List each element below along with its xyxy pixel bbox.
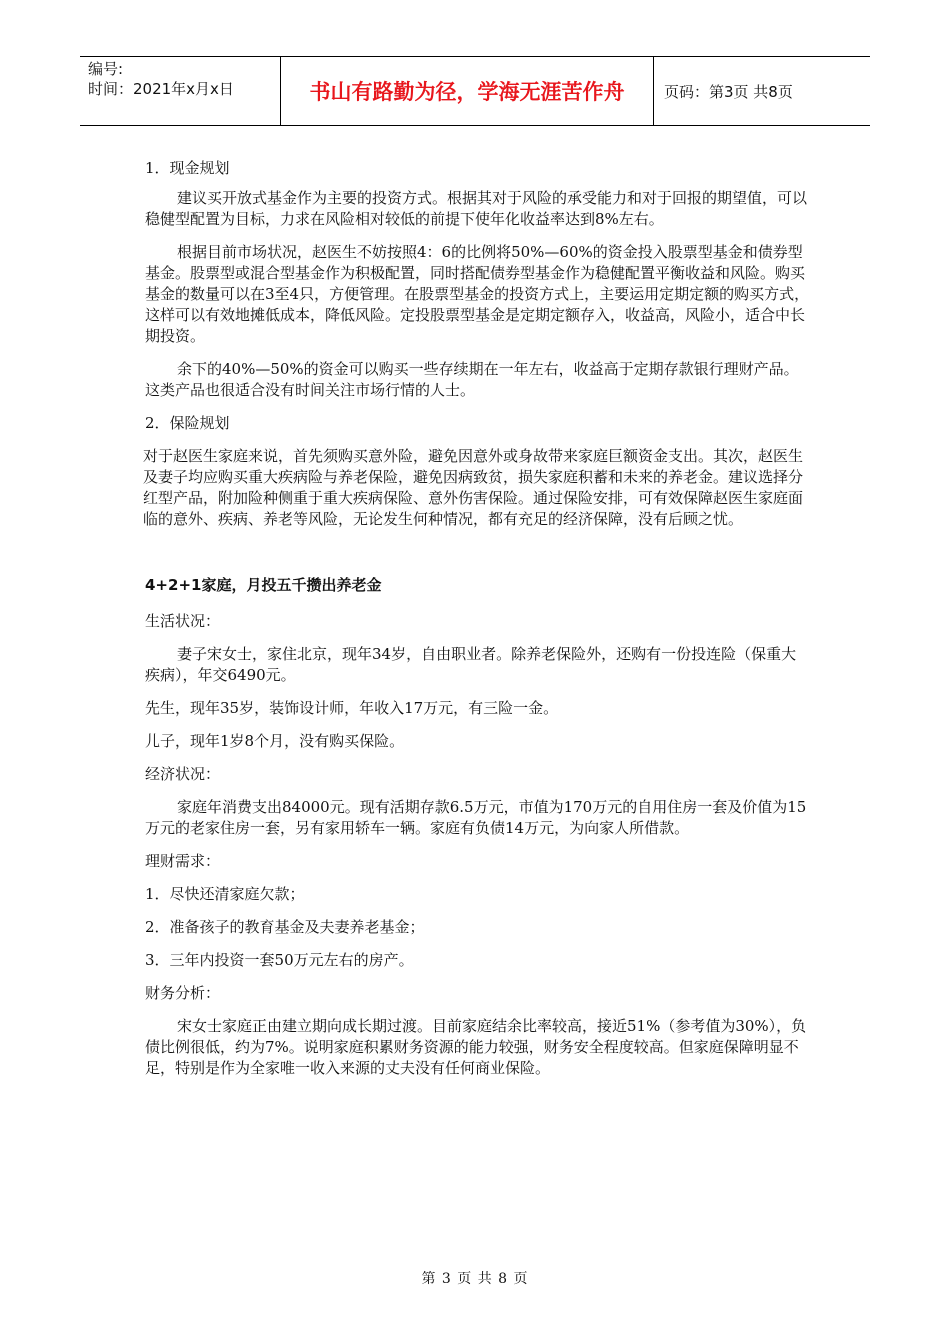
header-meta — [80, 57, 281, 125]
number-label: 编号: — [88, 60, 124, 78]
list-item: 2．准备孩子的教育基金及夫妻养老基金； — [145, 918, 425, 936]
paragraph: 家庭年消费支出84000元。现有活期存款6.5万元，市值为170万元的自用住房一套及价值为15万元的老家住房一套，另有家用轿车一辆。家庭有负债14万元，为向家人所借款。 — [145, 798, 807, 837]
article-heading: 4+2+1家庭，月投五千攒出养老金 — [145, 576, 382, 594]
paragraph: 宋女士家庭正由建立期向成长期过渡。目前家庭结余比率较高，接近51%（参考值为30%），负债比例很低，约为7%。说明家庭积累财务资源的能力较强，财务安全程度较高。但家庭保障明显不足，特别是作为全家唯一收入来源的丈夫没有任何商业保险。 — [145, 1017, 807, 1077]
time-label: 时间：2021年x月x日 — [88, 80, 234, 98]
page-header — [80, 56, 870, 126]
section-heading-insurance: 2．保险规划 — [145, 414, 230, 432]
paragraph: 建议买开放式基金作为主要的投资方式。根据其对于风险的承受能力和对于回报的期望值，可以稳健型配置为目标，力求在风险相对较低的前提下使年化收益率达到8%左右。 — [145, 189, 808, 228]
document-body — [145, 150, 810, 1079]
section-heading-cash: 1．现金规划 — [145, 159, 230, 177]
list-item: 3．三年内投资一套50万元左右的房产。 — [145, 951, 414, 969]
subheading: 理财需求： — [145, 852, 221, 870]
paragraph: 儿子，现年1岁8个月，没有购买保险。 — [145, 732, 405, 750]
header-page-info: 页码：第3页 共8页 — [664, 82, 793, 101]
paragraph: 妻子宋女士，家住北京，现年34岁，自由职业者。除养老保险外，还购有一份投连险（保重大疾病），年交6490元。 — [145, 645, 797, 684]
subheading: 财务分析： — [145, 984, 221, 1002]
paragraph: 根据目前市场状况，赵医生不妨按照4：6的比例将50%—60%的资金投入股票型基金和债券型基金。股票型或混合型基金作为积极配置，同时搭配债券型基金作为稳健配置平衡收益和风险。购买基金的数量可以在3至4只，方便管理。在股票型基金的投资方式上，主要运用定期定额的购买方式，这样可以有效地摊低成本，降低风险。定投股票型基金是定期定额存入，收益高，风险小，适合中长期投资。 — [145, 243, 810, 345]
paragraph: 先生，现年35岁，装饰设计师，年收入17万元，有三险一金。 — [145, 699, 559, 717]
page-footer: 第 3 页 共 8 页 — [421, 1271, 529, 1287]
paragraph: 对于赵医生家庭来说，首先须购买意外险，避免因意外或身故带来家庭巨额资金支出。其次，赵医生及妻子均应购买重大疾病险与养老保险，避免因病致贫，损失家庭积蓄和未来的养老金。建议选择分红型产品，附加险种侧重于重大疾病保险、意外伤害保险。通过保险安排，可有效保障赵医生家庭面临的意外、疾病、养老等风险，无论发生何种情况，都有充足的经济保障，没有后顾之忧。 — [143, 447, 804, 528]
header-motto: 书山有路勤为径，学海无涯苦作舟 — [281, 57, 654, 125]
paragraph: 余下的40%—50%的资金可以购买一些存续期在一年左右，收益高于定期存款银行理财产品。这类产品也很适合没有时间关注市场行情的人士。 — [145, 360, 799, 399]
subheading: 生活状况： — [145, 612, 221, 630]
subheading: 经济状况： — [145, 765, 221, 783]
list-item: 1．尽快还清家庭欠款； — [145, 885, 305, 903]
